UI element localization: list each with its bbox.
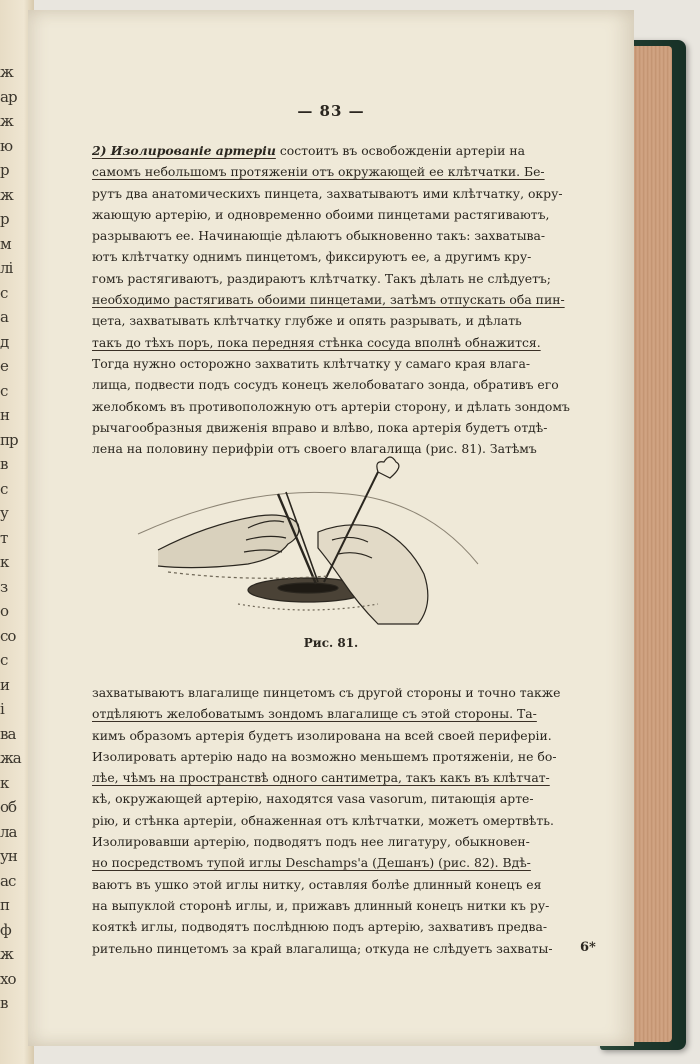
text-line: Изолировать артерію надо на возможно меньшемъ протяженіи, не бо-: [92, 748, 557, 764]
text-line-rest: состоитъ въ освобожденіи артеріи на: [279, 143, 525, 158]
paragraph-isolation-artery: [92, 140, 612, 459]
left-page-fragment: к: [0, 773, 9, 792]
text-line: кѣ, окружающей артерію, находятся vasa vasorum, питающія арте-: [92, 791, 534, 807]
text-line: ютъ клѣтчатку однимъ пинцетомъ, фиксируютъ ее, а другимъ кру-: [92, 249, 532, 265]
left-page-fragment: с: [0, 651, 8, 669]
figure-hands-with-forceps-illustration: [128, 454, 488, 630]
left-page-fragment: жа: [0, 749, 21, 767]
text-line: необходимо растягивать обоими пинцетами, затѣмъ отпускать оба пин-: [92, 292, 565, 308]
book-page: [28, 10, 634, 1046]
text-line: гомъ растягиваютъ, раздираютъ клѣтчатку. Такъ дѣлать не слѣдуетъ;: [92, 270, 551, 286]
left-page-fragment: ж: [0, 185, 13, 204]
left-page-fragment: а: [0, 308, 8, 326]
text-line: такъ до тѣхъ поръ, пока передняя стѣнка сосуда вполнѣ обнажится.: [92, 334, 541, 350]
text-line: рычагообразныя движенія вправо и влѣво, пока артерія будетъ отдѣ-: [92, 419, 548, 435]
text-line: лена на половину перифріи отъ своего влагалища (рис. 81). Затѣмъ: [92, 441, 537, 457]
left-page-fragment: р: [0, 161, 9, 179]
left-page-fragment: с: [0, 283, 8, 302]
left-page-fragment: ж: [0, 112, 13, 130]
left-page-fragment: ва: [0, 724, 16, 743]
signature-mark: 6*: [580, 940, 596, 955]
left-page-fragment: ун: [0, 847, 17, 865]
left-page-fragment: со: [0, 626, 16, 645]
section-heading-italic: 2) Изолированіе артеріи: [92, 143, 276, 158]
text-line: разрываютъ ее. Начинающіе дѣлаютъ обыкновенно такъ: захватыва-: [92, 228, 546, 244]
figure-caption: Рис. 81.: [303, 636, 359, 650]
text-line: желобкомъ въ противоположную отъ артеріи сторону, и дѣлать зондомъ: [92, 398, 570, 414]
left-page-fragment: ж: [0, 63, 13, 81]
left-page-fragment: п: [0, 896, 9, 914]
left-page-fragment: о: [0, 602, 9, 620]
left-page-fragment: у: [0, 504, 8, 522]
text-line: на выпуклой сторонѣ иглы, и, прижавъ длинный конецъ нитки къ ру-: [92, 897, 550, 913]
text-line: рительно пинцетомъ за край влагалища; откуда не слѣдуетъ захваты-: [92, 940, 553, 956]
left-page-fragment: ла: [0, 822, 17, 841]
left-page-fragment: в: [0, 455, 8, 473]
text-line: Тогда нужно осторожно захватить клѣтчатку у самаго края влага-: [92, 355, 531, 371]
left-page-fragment: ф: [0, 920, 11, 939]
text-line: кимъ образомъ артерія будетъ изолирована на всей своей периферіи.: [92, 727, 552, 743]
left-page-fragment: р: [0, 210, 9, 228]
left-page-fragment: ар: [0, 87, 17, 106]
text-line: лища, подвести подъ сосудъ конецъ желобоватаго зонда, обративъ его: [92, 377, 559, 393]
page-number: — 83 —: [297, 102, 365, 120]
left-page-fragment: к: [0, 553, 9, 571]
left-page-text-fragments: [0, 60, 30, 1016]
text-line: ваютъ въ ушко этой иглы нитку, оставляя болѣе длинный конецъ ея: [92, 876, 542, 892]
left-page-fragment: з: [0, 577, 8, 596]
text-line: захватываютъ влагалище пинцетомъ съ другой стороны и точно также: [92, 685, 561, 700]
text-line: Изолировавши артерію, подводятъ подъ нее лигатуру, обыкновен-: [92, 834, 530, 850]
text-line: [92, 140, 612, 161]
left-page-fragment: н: [0, 406, 9, 424]
left-page-fragment: т: [0, 528, 8, 547]
left-page-fragment: ас: [0, 871, 16, 890]
text-line: жающую артерію, и одновременно обоими пинцетами растягиваютъ,: [92, 206, 550, 222]
left-page-fragment: и: [0, 675, 9, 694]
left-page-fragment: хо: [0, 969, 16, 988]
left-page-fragment: ю: [0, 136, 13, 155]
left-page-fragment: і: [0, 700, 4, 718]
text-line: лѣе, чѣмъ на пространствѣ одного сантиметра, такъ какъ въ клѣтчат-: [92, 770, 550, 786]
left-page-fragment: е: [0, 357, 8, 375]
text-line: но посредствомъ тупой иглы Deschamps'а (Дешанъ) (рис. 82). Вдѣ-: [92, 855, 531, 871]
text-line: рію, и стѣнка артеріи, обнаженная отъ клѣтчатки, можетъ омертвѣть.: [92, 812, 554, 828]
text-line: кояткѣ иглы, подводятъ послѣднюю подъ артерію, захвативъ предва-: [92, 919, 548, 935]
left-page-fragment: лі: [0, 259, 13, 277]
left-page-fragment: с: [0, 479, 8, 498]
text-line: отдѣляютъ желобоватымъ зондомъ влагалище съ этой стороны. Та-: [92, 706, 537, 722]
paragraph-continuation: [92, 682, 612, 959]
text-line: самомъ небольшомъ протяженіи отъ окружающей ее клѣтчатки. Бе-: [92, 164, 545, 180]
left-page-fragment: пр: [0, 430, 18, 449]
left-page-fragment: м: [0, 234, 11, 253]
left-page-fragment: в: [0, 994, 8, 1012]
left-page-fragment: д: [0, 332, 9, 351]
left-page-fragment: об: [0, 798, 17, 816]
text-line: рутъ два анатомическихъ пинцета, захватываютъ ими клѣтчатку, окру-: [92, 185, 563, 201]
left-page-fragment: ж: [0, 945, 13, 963]
left-page-fragment: с: [0, 381, 8, 400]
text-line: цета, захватывать клѣтчатку глубже и опять разрывать, и дѣлать: [92, 313, 522, 329]
